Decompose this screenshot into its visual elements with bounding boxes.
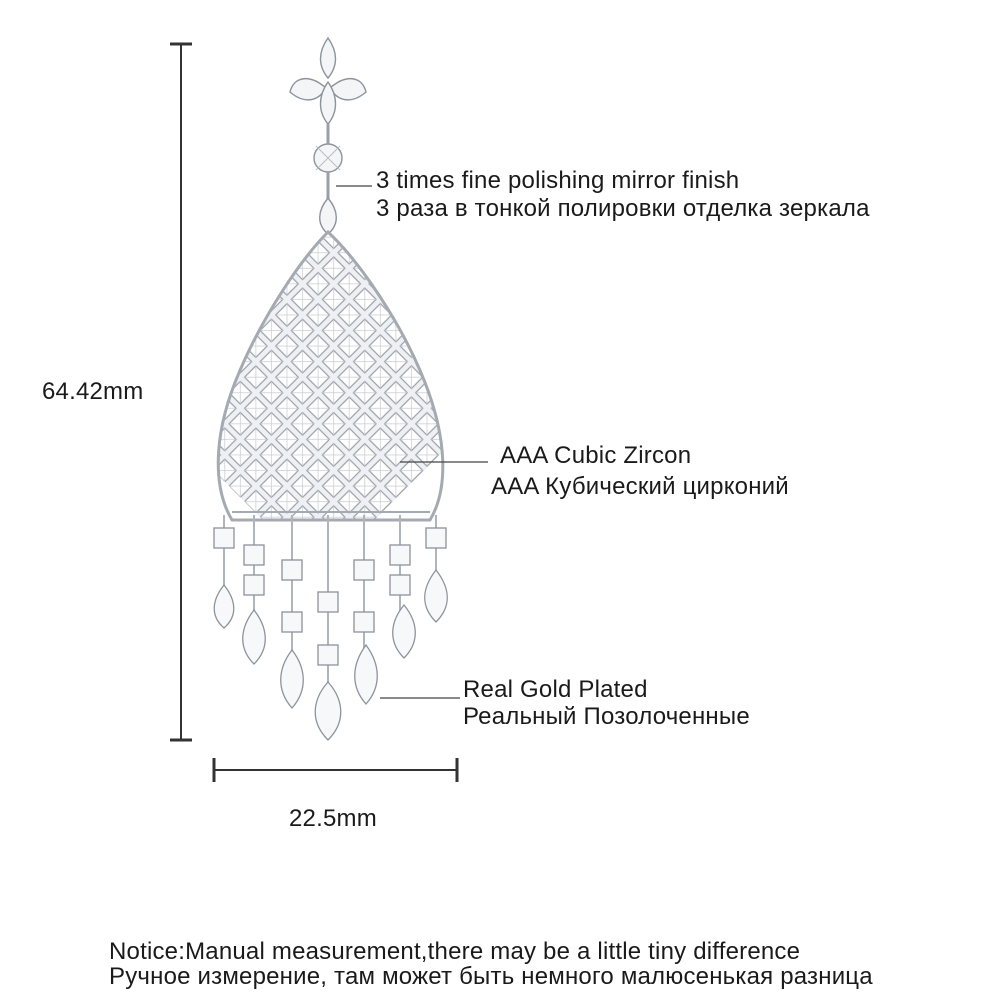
earring-teardrop-body [135, 180, 531, 576]
stone-callout-ru: AAA Кубический цирконий [491, 473, 789, 500]
height-dimension-bar [170, 44, 192, 740]
earring [135, 38, 531, 740]
width-dimension-bar [214, 758, 457, 782]
height-dimension-label: 64.42mm [42, 378, 144, 405]
finish-callout-en: 3 times fine polishing mirror finish [376, 167, 740, 194]
notice-en: Notice:Manual measurement,there may be a little tiny difference [109, 938, 801, 965]
stone-callout-en: AAA Cubic Zircon [500, 442, 692, 469]
width-dimension-label: 22.5mm [289, 805, 377, 832]
plating-callout-en: Real Gold Plated [463, 676, 648, 703]
earring-top-flower [290, 38, 366, 234]
plating-callout-ru: Реальный Позолоченные [463, 703, 750, 730]
notice-ru: Ручное измерение, там может быть немного малюсенькая разница [109, 963, 873, 990]
earring-tassel [214, 515, 447, 740]
finish-callout-ru: 3 раза в тонкой полировки отделка зеркала [376, 195, 870, 222]
